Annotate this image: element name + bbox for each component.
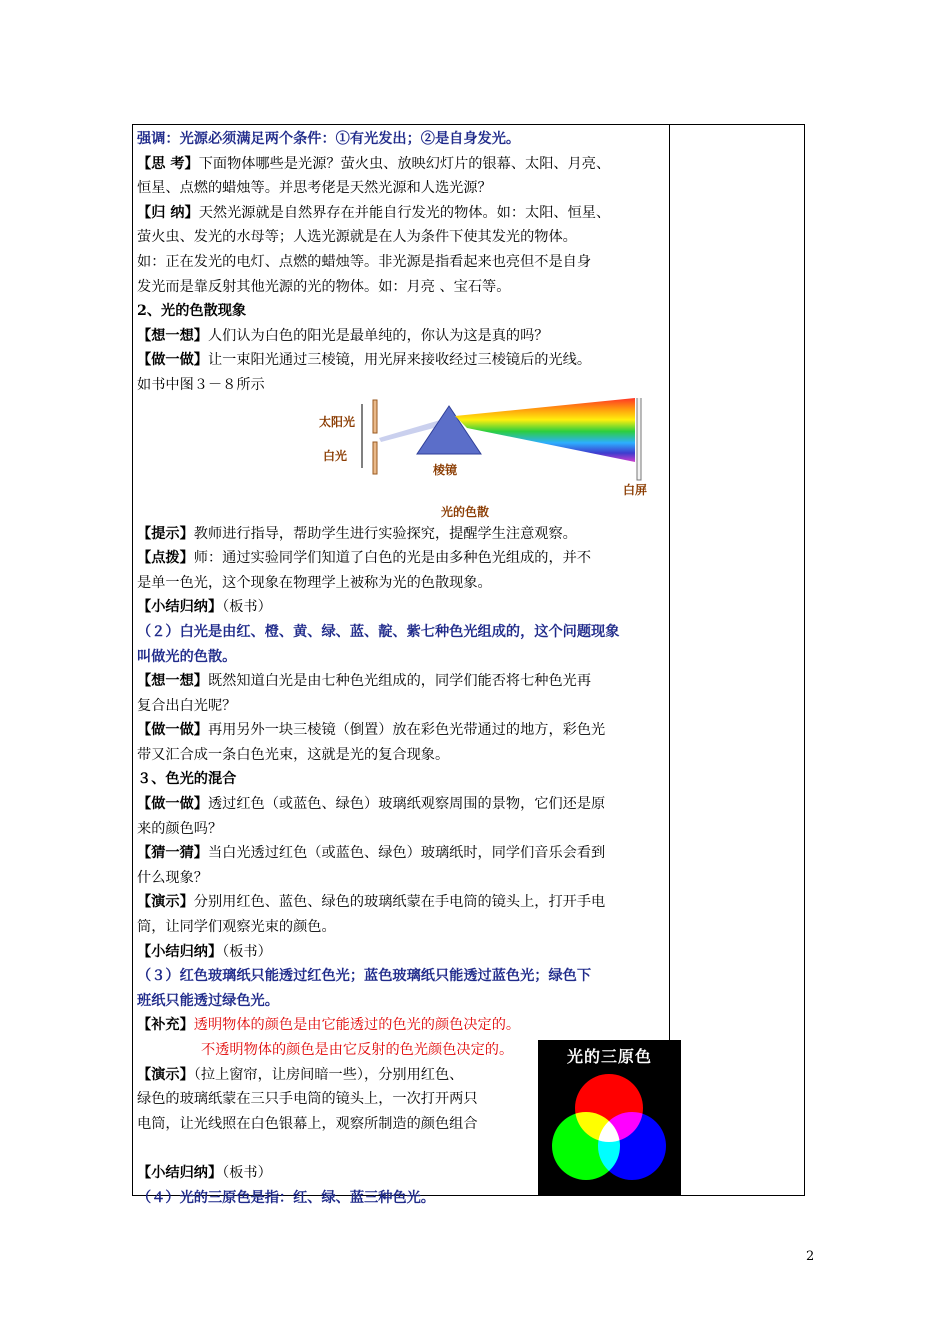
text-line: 萤火虫、发光的水母等；人选光源就是在人为条件下使其发光的物体。 xyxy=(137,229,577,246)
red-text-line: 不透明物体的颜色是由它反射的色光颜色决定的。 xyxy=(201,1042,514,1058)
text-line: 带又汇合成一条白色光束，这就是光的复合现象。 xyxy=(137,746,450,763)
section-tag: 【做一做】 xyxy=(137,352,208,369)
text-line: 筒，让同学们观察光束的颜色。 xyxy=(137,919,336,936)
section-tag: 【归 纳】 xyxy=(137,204,199,221)
text-line xyxy=(137,718,665,743)
text-span: 教师进行指导，帮助学生进行实验探究，提醒学生注意观察。 xyxy=(193,525,577,542)
text-line: 恒星、点燃的蜡烛等。并思考佬是天然光源和人选光源？ xyxy=(137,180,492,197)
label-white-light: 白光 xyxy=(323,448,348,463)
section-tag: 【小结归纳】 xyxy=(137,1164,223,1181)
text-span: 既然知道白光是由七种色光组成的，同学们能否将七种色光再 xyxy=(207,673,592,690)
text-line xyxy=(137,595,665,620)
label-prism: 棱镜 xyxy=(433,462,458,477)
text-line xyxy=(137,348,665,373)
section-tag: 【做一做】 xyxy=(137,796,208,813)
slit-plate-top xyxy=(373,400,377,433)
text-span: （拉上窗帘，让房间暗一些），分别用红色、 xyxy=(193,1066,464,1083)
text-line xyxy=(137,940,665,965)
text-span: 下面物体哪些是光源？萤火虫、放映幻灯片的银幕、太阳、月亮、 xyxy=(198,155,611,172)
text-span: 天然光源就是自然界存在并能自行发光的物体。如：太阳、恒星、 xyxy=(198,204,611,221)
red-text: 透明物体的颜色是由它能透过的色光的颜色决定的。 xyxy=(193,1017,521,1034)
section-tag: 【想一想】 xyxy=(137,673,208,690)
text-line: 发光而是靠反射其他光源的光的物体。如：月亮 、宝石等。 xyxy=(137,278,511,295)
text-line xyxy=(137,1013,665,1038)
rgb-figure-title: 光的三原色 xyxy=(566,1047,652,1066)
page-number: 2 xyxy=(806,1249,815,1264)
spectrum-fan xyxy=(455,398,635,462)
three-primary-colors-figure xyxy=(538,1040,681,1196)
text-line xyxy=(137,841,665,866)
text-line xyxy=(137,324,665,349)
emphasis-line: 强调：光源必须满足两个条件：①有光发出；②是自身发光。 xyxy=(137,131,521,147)
section-tag: 【思 考】 xyxy=(137,155,199,172)
text-line: 如书中图３－８所示 xyxy=(137,376,265,393)
summary-line: （４）光的三原色是指：红、绿、蓝三种色光。 xyxy=(137,1189,435,1206)
figure-caption: 光的色散 xyxy=(441,504,490,519)
text-line xyxy=(137,201,665,226)
text-line xyxy=(137,522,665,547)
text-line xyxy=(137,890,665,915)
summary-line: 叫做光的色散。 xyxy=(137,648,237,665)
section-tag: 【做一做】 xyxy=(137,722,208,739)
section-tag: 【小结归纳】 xyxy=(137,599,223,616)
section-tag: 【提示】 xyxy=(137,525,194,542)
text-span: 透过红色（或蓝色、绿色）玻璃纸观察周围的景物，它们还是原 xyxy=(207,796,606,813)
summary-line: （３）红色玻璃纸只能透过红色光；蓝色玻璃纸只能透过蓝色光；绿色下 xyxy=(137,968,592,985)
text-line xyxy=(137,669,665,694)
blue-circle xyxy=(598,1112,666,1180)
text-line xyxy=(137,546,665,571)
text-line: 如：正在发光的电灯、点燃的蜡烛等。非光源是指看起来也亮但不是自身 xyxy=(137,253,592,270)
prism-dispersion-figure xyxy=(137,398,665,522)
section-tag: 【想一想】 xyxy=(137,327,208,344)
section-tag: 【演示】 xyxy=(137,1066,194,1083)
slit-plate-bottom xyxy=(373,442,377,474)
column-divider xyxy=(669,125,670,1195)
lesson-table xyxy=(132,124,805,1206)
section-tag: 【演示】 xyxy=(137,894,194,911)
text-line xyxy=(137,152,665,177)
text-span: 当白光透过红色（或蓝色、绿色）玻璃纸时，同学们音乐会看到 xyxy=(207,845,606,862)
label-sunlight: 太阳光 xyxy=(319,414,356,429)
text-line xyxy=(137,792,665,817)
summary-line: 班纸只能透过绿色光。 xyxy=(137,992,279,1009)
text-span: 再用另外一块三棱镜（倒置）放在彩色光带通过的地方，彩色光 xyxy=(207,722,606,739)
text-line: 是单一色光，这个现象在物理学上被称为光的色散现象。 xyxy=(137,574,492,591)
summary-line: （２）白光是由红、橙、黄、绿、蓝、靛、紫七种色光组成的，这个问题现象 xyxy=(137,623,620,640)
label-screen: 白屏 xyxy=(623,482,648,497)
text-span: （板书） xyxy=(222,1164,272,1181)
prism-shape xyxy=(417,406,481,454)
rgb-circles xyxy=(538,1040,681,1196)
text-span: （板书） xyxy=(222,599,272,616)
text-line: 复合出白光呢？ xyxy=(137,697,237,714)
section-tag: 【小结归纳】 xyxy=(137,943,223,960)
text-span: （板书） xyxy=(222,943,272,960)
text-line: 来的颜色吗？ xyxy=(137,820,223,837)
section-tag: 【猜一猜】 xyxy=(137,845,208,862)
section-tag: 【点拨】 xyxy=(137,550,194,567)
text-span: 让一束阳光通过三棱镜，用光屏来接收经过三棱镜后的光线。 xyxy=(207,352,592,369)
text-span: 分别用红色、蓝色、绿色的玻璃纸蒙在手电筒的镜头上，打开手电 xyxy=(193,894,606,911)
section-tag: 【补充】 xyxy=(137,1017,194,1034)
text-span: 人们认为白色的阳光是最单纯的，你认为这是真的吗？ xyxy=(207,327,549,344)
text-line: 什么现象？ xyxy=(137,869,208,886)
text-span: 师：通过实验同学们知道了白色的光是由多种色光组成的，并不 xyxy=(193,550,592,567)
section-heading: 2、光的色散现象 xyxy=(137,303,247,320)
text-line: 电筒，让光线照在白色银幕上，观察所制造的颜色组合 xyxy=(137,1115,478,1132)
white-screen xyxy=(637,398,641,480)
text-line: 绿色的玻璃纸蒙在三只手电筒的镜头上，一次打开两只 xyxy=(137,1091,478,1108)
prism-diagram xyxy=(137,398,665,522)
section-heading: ３、色光的混合 xyxy=(137,771,237,788)
